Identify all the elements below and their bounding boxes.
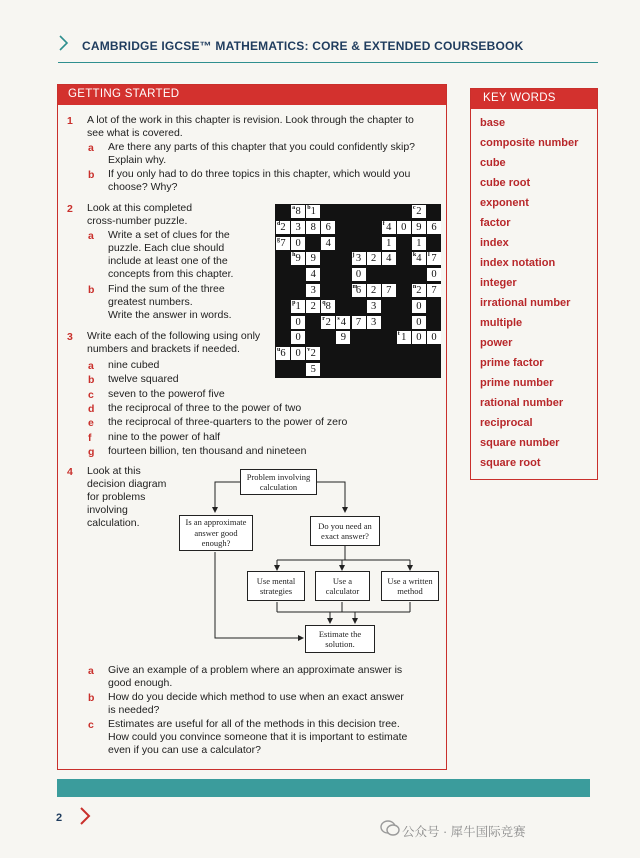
question-text: A lot of the work in this chapter is revision. Look through the chapter to bbox=[87, 114, 414, 126]
key-word: cube root bbox=[480, 177, 531, 189]
cell-digit: 0 bbox=[416, 300, 422, 312]
cell-digit: 3 bbox=[355, 253, 362, 265]
part-text: Give an example of a problem where an approximate answer is bbox=[108, 664, 403, 676]
puzzle-cell bbox=[382, 221, 396, 234]
question-number: 1 bbox=[67, 115, 73, 127]
cell-digit: 7 bbox=[355, 316, 362, 328]
diagram-box-mental: Use mental strategies bbox=[247, 571, 305, 601]
puzzle-cell bbox=[412, 331, 426, 344]
wechat-icon bbox=[380, 819, 400, 837]
cell-digit: 4 bbox=[340, 316, 347, 328]
puzzle-cell bbox=[306, 347, 320, 360]
key-word: index bbox=[480, 237, 509, 249]
question-text: involving bbox=[87, 504, 128, 516]
puzzle-cell bbox=[412, 300, 426, 313]
puzzle-cell bbox=[336, 331, 350, 344]
puzzle-cell bbox=[427, 221, 441, 234]
list-item: seven to the powerof five bbox=[108, 387, 225, 400]
puzzle-cell bbox=[367, 252, 381, 265]
key-word: prime number bbox=[480, 377, 554, 389]
part-text: even if you can use a calculator? bbox=[108, 744, 261, 756]
cell-digit: 7 bbox=[386, 285, 392, 296]
cell-digit: 8 bbox=[310, 221, 316, 233]
list-item: the reciprocal of three-quarters to the power of zero bbox=[108, 416, 348, 429]
part-label: f bbox=[88, 431, 92, 444]
puzzle-cell bbox=[427, 331, 441, 344]
part-text: greatest numbers. bbox=[108, 296, 193, 308]
cell-digit: 6 bbox=[431, 221, 437, 233]
part-label: c bbox=[88, 388, 94, 401]
cell-digit: 4 bbox=[416, 253, 422, 265]
question-text: Look at this completed bbox=[87, 202, 193, 214]
cell-digit: 9 bbox=[295, 253, 301, 265]
key-word: base bbox=[480, 117, 506, 129]
part-text: puzzle. Each clue should bbox=[108, 242, 225, 254]
cross-number-puzzle bbox=[275, 204, 441, 378]
puzzle-cell bbox=[352, 316, 366, 329]
clue-letter: f bbox=[382, 220, 385, 227]
part-text: Find the sum of the three bbox=[108, 283, 225, 295]
clue-letter: a bbox=[292, 205, 296, 211]
cell-digit: 6 bbox=[355, 285, 362, 296]
part-label: b bbox=[88, 284, 95, 296]
puzzle-cell bbox=[306, 300, 320, 313]
cell-digit: 2 bbox=[310, 300, 316, 312]
key-word: integer bbox=[480, 277, 517, 289]
cell-digit: 9 bbox=[310, 253, 316, 265]
question-text: decision diagram bbox=[87, 478, 167, 490]
part-text: Estimates are useful for all of the methods in this decision tree. bbox=[108, 718, 400, 730]
puzzle-cell bbox=[367, 300, 381, 313]
puzzle-cell bbox=[412, 284, 426, 297]
cell-digit: 2 bbox=[416, 206, 422, 217]
clue-letter: h bbox=[292, 252, 296, 259]
part-text: Write a set of clues for the bbox=[108, 229, 230, 241]
diagram-box-exact: Do you need an exact answer? bbox=[310, 516, 380, 546]
puzzle-cell bbox=[291, 300, 305, 313]
footer-bar bbox=[57, 779, 590, 797]
list-item: twelve squared bbox=[108, 373, 179, 386]
cell-digit: 4 bbox=[325, 237, 331, 249]
puzzle-cell bbox=[382, 284, 396, 297]
puzzle-cell bbox=[352, 284, 366, 297]
puzzle-cell bbox=[427, 252, 441, 265]
key-word: square number bbox=[480, 437, 560, 449]
key-word: reciprocal bbox=[480, 417, 533, 429]
cell-digit: 0 bbox=[431, 332, 437, 344]
part-label: a bbox=[88, 230, 94, 242]
key-word: multiple bbox=[480, 317, 523, 329]
question-number: 3 bbox=[67, 331, 73, 343]
cell-digit: 1 bbox=[401, 332, 407, 344]
cell-digit: 3 bbox=[295, 221, 301, 233]
list-item: nine to the power of half bbox=[108, 430, 221, 443]
cell-digit: 3 bbox=[370, 300, 377, 312]
puzzle-cell bbox=[352, 252, 366, 265]
clue-letter: u bbox=[277, 347, 281, 354]
puzzle-cell bbox=[276, 347, 290, 360]
clue-letter: g bbox=[277, 236, 280, 243]
question-text: cross-number puzzle. bbox=[87, 215, 188, 227]
puzzle-cell bbox=[321, 237, 335, 250]
puzzle-cell bbox=[276, 237, 290, 250]
cell-digit: 2 bbox=[280, 221, 286, 233]
clue-letter: q bbox=[322, 299, 326, 306]
part-label: b bbox=[88, 169, 95, 181]
part-text: How do you decide which method to use when an exact answer bbox=[108, 691, 404, 703]
part-text: How could you convince someone that it is important to estimate bbox=[108, 731, 408, 743]
puzzle-cell bbox=[306, 268, 320, 281]
diagram-box-estimate: Estimate the solution. bbox=[305, 625, 375, 653]
question-number: 4 bbox=[67, 466, 73, 478]
key-word: irrational number bbox=[480, 297, 571, 309]
cell-digit: 2 bbox=[325, 316, 331, 328]
key-words-box bbox=[470, 88, 598, 480]
key-word: exponent bbox=[480, 197, 529, 209]
clue-letter: n bbox=[412, 284, 417, 290]
header-rule bbox=[58, 62, 598, 63]
puzzle-cell bbox=[291, 221, 305, 234]
clue-letter: p bbox=[292, 299, 296, 306]
cell-digit: 1 bbox=[416, 237, 422, 249]
puzzle-cell bbox=[306, 221, 320, 234]
getting-started-title: GETTING STARTED bbox=[68, 88, 180, 100]
cell-digit: 0 bbox=[431, 269, 437, 281]
puzzle-cell bbox=[412, 316, 426, 329]
question-text: numbers and brackets if needed. bbox=[87, 343, 240, 355]
cell-digit: 3 bbox=[310, 285, 316, 296]
cell-digit: 2 bbox=[370, 285, 377, 296]
part-label: e bbox=[88, 417, 94, 430]
part-text: choose? Why? bbox=[108, 181, 178, 193]
cell-digit: 0 bbox=[416, 332, 422, 344]
part-text: is needed? bbox=[108, 704, 160, 716]
puzzle-cell bbox=[367, 284, 381, 297]
list-item: nine cubed bbox=[108, 359, 160, 371]
list-item: fourteen billion, ten thousand and nineteen bbox=[108, 444, 307, 457]
key-words-title: KEY WORDS bbox=[483, 92, 556, 104]
key-word: prime factor bbox=[480, 357, 544, 369]
cell-digit: 5 bbox=[310, 364, 316, 375]
part-text: Are there any parts of this chapter that you could confidently skip? bbox=[108, 141, 416, 153]
diagram-box-approximate: Is an approximate answer good enough? bbox=[179, 515, 253, 551]
cell-digit: 4 bbox=[386, 221, 392, 233]
clue-letter: t bbox=[397, 331, 400, 338]
cell-digit: 2 bbox=[370, 253, 377, 265]
puzzle-cell bbox=[291, 205, 305, 218]
cell-digit: 0 bbox=[295, 316, 301, 328]
part-label: a bbox=[88, 142, 94, 154]
cell-digit: 0 bbox=[416, 316, 422, 328]
part-text: good enough. bbox=[108, 677, 173, 689]
key-word: rational number bbox=[480, 397, 564, 409]
clue-letter: m bbox=[352, 284, 358, 290]
puzzle-cell bbox=[291, 316, 305, 329]
question-text: Write each of the following using only bbox=[87, 330, 261, 342]
list-item: the reciprocal of three to the power of two bbox=[108, 401, 302, 414]
cell-digit: 7 bbox=[431, 253, 437, 265]
key-word: square root bbox=[480, 457, 541, 469]
clue-letter: b bbox=[307, 205, 311, 211]
cell-digit: 7 bbox=[431, 285, 437, 296]
cell-digit: 7 bbox=[280, 237, 286, 249]
question-text: see what is covered. bbox=[87, 127, 183, 139]
key-word: composite number bbox=[480, 137, 579, 149]
part-label: a bbox=[88, 360, 94, 372]
part-label: a bbox=[88, 665, 94, 677]
clue-letter: s bbox=[337, 315, 340, 322]
puzzle-cell bbox=[291, 331, 305, 344]
part-text: If you only had to do three topics in this chapter, which would you bbox=[108, 168, 411, 180]
cell-digit: 4 bbox=[310, 269, 316, 281]
clue-letter: r bbox=[322, 315, 325, 322]
part-label: b bbox=[88, 374, 95, 387]
puzzle-cell bbox=[336, 316, 350, 329]
cell-digit: 2 bbox=[310, 348, 316, 360]
clue-letter: j bbox=[352, 252, 355, 259]
cell-digit: 3 bbox=[370, 316, 377, 328]
page-number: 2 bbox=[56, 812, 63, 824]
puzzle-cell bbox=[306, 284, 320, 297]
part-label: d bbox=[88, 402, 95, 415]
key-word: cube bbox=[480, 157, 506, 169]
question-text: Look at this bbox=[87, 465, 141, 477]
cell-digit: 8 bbox=[295, 206, 301, 217]
puzzle-cell bbox=[321, 221, 335, 234]
chevron-right-icon bbox=[77, 806, 93, 826]
diagram-box-calculator: Use a calculator bbox=[315, 571, 370, 601]
puzzle-cell bbox=[306, 363, 320, 376]
key-word: index notation bbox=[480, 257, 556, 269]
puzzle-cell bbox=[412, 221, 426, 234]
puzzle-cell bbox=[306, 205, 320, 218]
chevron-right-icon bbox=[56, 35, 72, 51]
cell-digit: 1 bbox=[386, 237, 392, 249]
cell-digit: 0 bbox=[295, 348, 301, 360]
cell-digit: 9 bbox=[416, 221, 422, 233]
puzzle-cell bbox=[412, 205, 426, 218]
cell-digit: 0 bbox=[355, 269, 362, 281]
puzzle-cell bbox=[427, 284, 441, 297]
cell-digit: 9 bbox=[340, 332, 347, 344]
puzzle-cell bbox=[382, 237, 396, 250]
part-label: c bbox=[88, 719, 94, 731]
puzzle-cell bbox=[397, 221, 411, 234]
part-text: concepts from this chapter. bbox=[108, 268, 234, 280]
cell-digit: 6 bbox=[280, 348, 286, 360]
key-word: factor bbox=[480, 217, 511, 229]
cell-digit: 6 bbox=[325, 221, 331, 233]
puzzle-cell bbox=[291, 252, 305, 265]
watermark-text: 公众号 · 犀牛国际竞赛 bbox=[402, 825, 526, 839]
cell-digit: 0 bbox=[295, 332, 301, 344]
question-text: for problems bbox=[87, 491, 146, 503]
puzzle-cell bbox=[306, 252, 320, 265]
cell-digit: 0 bbox=[295, 237, 301, 249]
puzzle-cell bbox=[412, 252, 426, 265]
clue-letter: c bbox=[412, 205, 416, 211]
diagram-box-written: Use a written method bbox=[381, 571, 439, 601]
key-words-bar bbox=[471, 89, 597, 109]
clue-letter: d bbox=[277, 220, 281, 227]
diagram-box-start: Problem involving calculation bbox=[240, 469, 317, 495]
part-label: g bbox=[88, 445, 95, 458]
getting-started-bar bbox=[58, 85, 446, 105]
question-number: 2 bbox=[67, 203, 73, 215]
puzzle-cell bbox=[291, 347, 305, 360]
part-label: b bbox=[88, 692, 95, 704]
puzzle-cell bbox=[427, 268, 441, 281]
puzzle-cell bbox=[321, 316, 335, 329]
clue-letter: v bbox=[307, 347, 311, 354]
cell-digit: 2 bbox=[416, 285, 422, 296]
cell-digit: 8 bbox=[325, 300, 331, 312]
puzzle-cell bbox=[382, 252, 396, 265]
puzzle-cell bbox=[367, 316, 381, 329]
clue-letter: l bbox=[428, 252, 430, 259]
part-text: include at least one of the bbox=[108, 255, 228, 267]
cell-digit: 1 bbox=[310, 206, 316, 217]
book-title: CAMBRIDGE IGCSE™ MATHEMATICS: CORE & EXTENDED COURSEBOOK bbox=[82, 39, 524, 53]
question-text: calculation. bbox=[87, 517, 140, 529]
part-text: Write the answer in words. bbox=[108, 309, 232, 321]
puzzle-cell bbox=[397, 331, 411, 344]
part-text: Explain why. bbox=[108, 154, 167, 166]
key-word: power bbox=[480, 337, 513, 349]
cell-digit: 0 bbox=[401, 221, 407, 233]
cell-digit: 1 bbox=[295, 300, 301, 312]
cell-digit: 4 bbox=[386, 253, 392, 265]
clue-letter: k bbox=[412, 252, 417, 259]
